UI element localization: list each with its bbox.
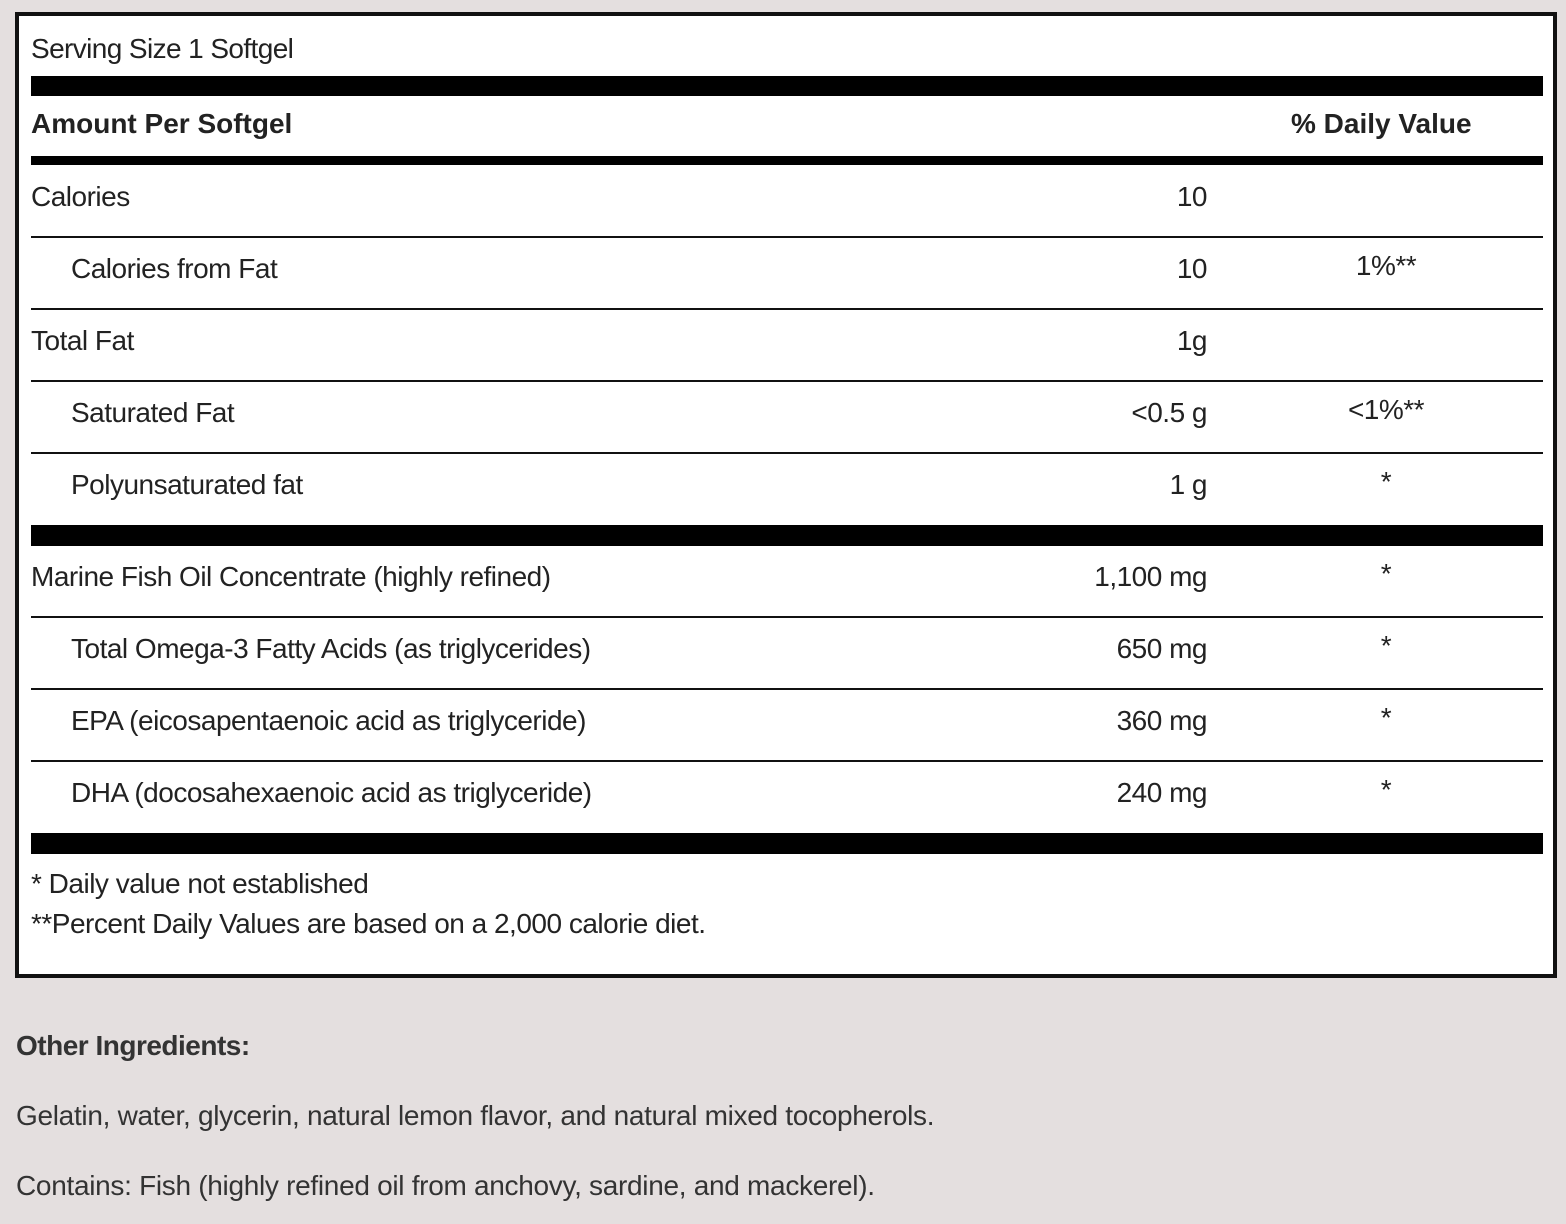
table-row	[31, 618, 1543, 688]
nutrient-name: Polyunsaturated fat	[71, 469, 303, 500]
serving-size: Serving Size 1 Softgel	[31, 33, 294, 64]
medium-divider	[31, 156, 1543, 165]
nutrient-name: Total Fat	[31, 325, 134, 356]
table-row	[31, 454, 1543, 524]
nutrient-dv: *	[1380, 774, 1392, 805]
nutrient-amount: 1,100 mg	[1094, 561, 1207, 592]
nutrient-name: Calories from Fat	[71, 253, 278, 284]
nutrient-dv: *	[1380, 702, 1392, 733]
daily-value-header: % Daily Value	[1291, 108, 1472, 139]
nutrient-name: Marine Fish Oil Concentrate (highly refined)	[31, 561, 551, 592]
table-row	[31, 690, 1543, 760]
nutrient-dv: *	[1380, 630, 1392, 661]
allergen-statement: Contains: Fish (highly refined oil from anchovy, sardine, and mackerel).	[16, 1170, 875, 1201]
nutrient-amount: 1 g	[1169, 469, 1207, 500]
supplement-facts-panel	[15, 12, 1557, 978]
other-ingredients-heading: Other Ingredients:	[16, 1030, 250, 1061]
nutrient-dv: *	[1380, 466, 1392, 497]
nutrient-dv: *	[1380, 558, 1392, 589]
nutrient-amount: 360 mg	[1116, 705, 1207, 736]
nutrient-dv: <1%**	[1347, 394, 1425, 425]
table-row	[31, 382, 1543, 452]
table-row	[31, 310, 1543, 380]
other-ingredients-list: Gelatin, water, glycerin, natural lemon flavor, and natural mixed tocopherols.	[16, 1100, 935, 1131]
nutrient-amount: 650 mg	[1116, 633, 1207, 664]
thick-divider	[31, 833, 1543, 854]
nutrient-name: Calories	[31, 181, 130, 212]
nutrient-amount: <0.5 g	[1131, 397, 1207, 428]
table-row	[31, 762, 1543, 832]
nutrient-amount: 1g	[1176, 325, 1207, 356]
thick-divider	[31, 525, 1543, 546]
thick-divider	[31, 76, 1543, 96]
footnote-percent-dv: **Percent Daily Values are based on a 2,000 calorie diet.	[31, 908, 706, 939]
nutrient-amount: 10	[1176, 181, 1207, 212]
footnote-dv-not-established: * Daily value not established	[31, 868, 369, 899]
table-row	[31, 546, 1543, 616]
nutrient-dv: 1%**	[1355, 250, 1417, 281]
nutrient-amount: 10	[1176, 253, 1207, 284]
table-row	[31, 238, 1543, 308]
table-row	[31, 166, 1543, 236]
nutrient-name: Total Omega-3 Fatty Acids (as triglycerides)	[71, 633, 591, 664]
nutrient-name: Saturated Fat	[71, 397, 235, 428]
amount-per-header: Amount Per Softgel	[31, 108, 293, 139]
nutrient-amount: 240 mg	[1116, 777, 1207, 808]
nutrient-name: EPA (eicosapentaenoic acid as triglyceride)	[71, 705, 586, 736]
nutrient-name: DHA (docosahexaenoic acid as triglyceride)	[71, 777, 592, 808]
